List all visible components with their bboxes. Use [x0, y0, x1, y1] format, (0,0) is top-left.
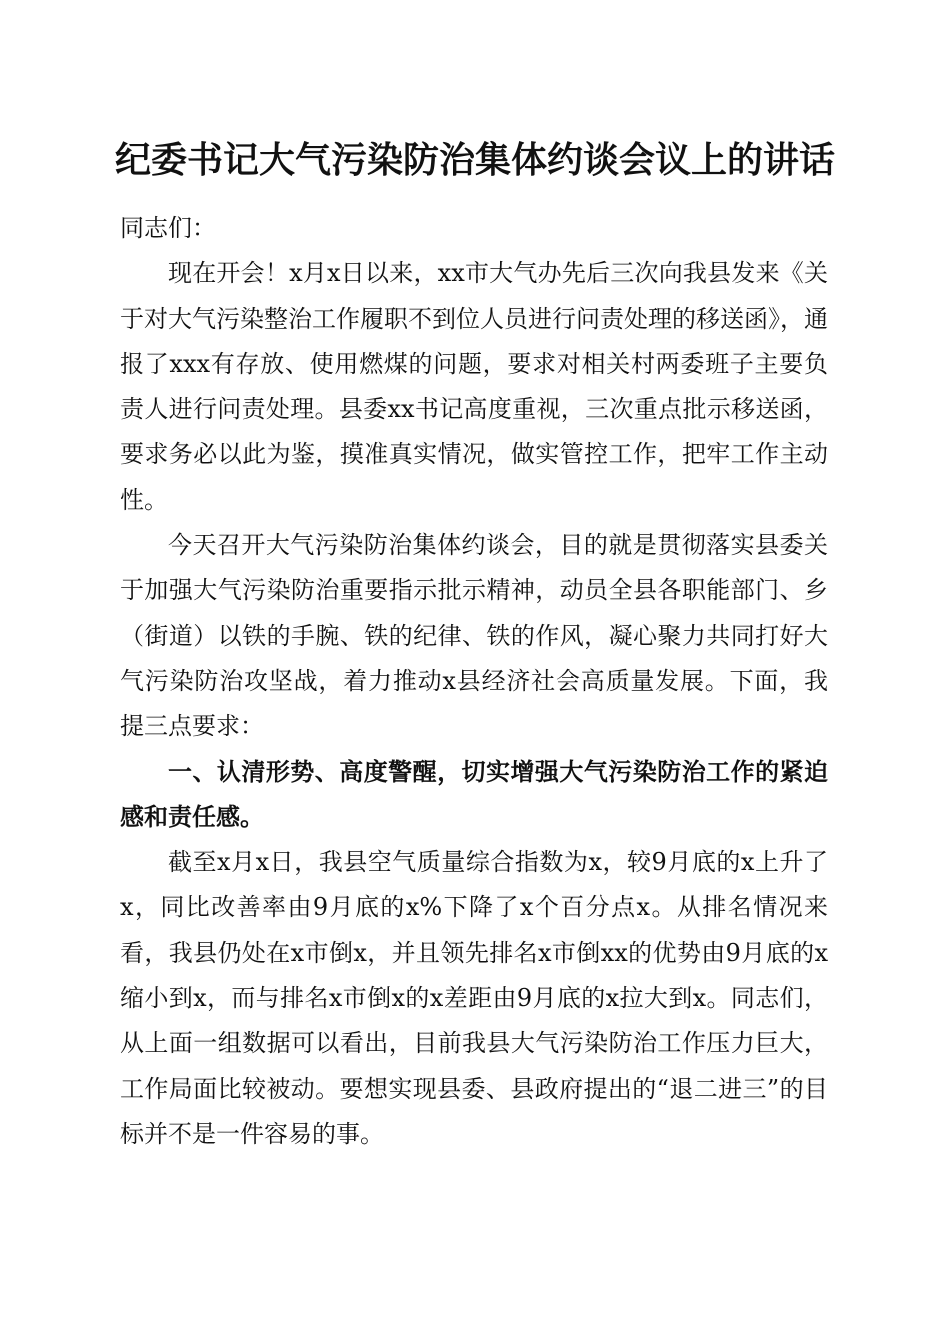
- paragraph-purpose: 今天召开大气污染防治集体约谈会，目的就是贯彻落实县委关于加强大气污染防治重要指示批示精神，动员全县各职能部门、乡（街道）以铁的手腕、铁的纪律、铁的作风，凝心聚力共同打好大气污染防治攻坚战，着力推动x县经济社会高质量发展。下面，我提三点要求：: [120, 531, 828, 741]
- paragraph-air-quality: 截至x月x日，我县空气质量综合指数为x，较9月底的x上升了x，同比改善率由9月底的x%下降了x个百分点x。从排名情况来看，我县仍处在x市倒x，并且领先排名x市倒xx的优势由9月底的x缩小到x，而与排名x市倒x的x差距由9月底的x拉大到x。同志们，从上面一组数据可以看出，目前我县大气污染防治工作压力巨大，工作局面比较被动。要想实现县委、县政府提出的“退二进三”的目标并不是一件容易的事。: [120, 848, 828, 1148]
- document-body: [120, 206, 828, 1157]
- salutation: 同志们：: [120, 214, 216, 242]
- paragraph-opening: 现在开会！x月x日以来，xx市大气办先后三次向我县发来《关于对大气污染整治工作履职不到位人员进行问责处理的移送函》，通报了xxx有存放、使用燃煤的问题，要求对相关村两委班子主要负责人进行问责处理。县委xx书记高度重视，三次重点批示移送函，要求务必以此为鉴，摸准真实情况，做实管控工作，把牢工作主动性。: [120, 259, 828, 514]
- section-heading-one: 一、认清形势、高度警醒，切实增强大气污染防治工作的紧迫感和责任感。: [120, 757, 828, 831]
- document-title: 纪委书记大气污染防治集体约谈会议上的讲话: [114, 139, 835, 181]
